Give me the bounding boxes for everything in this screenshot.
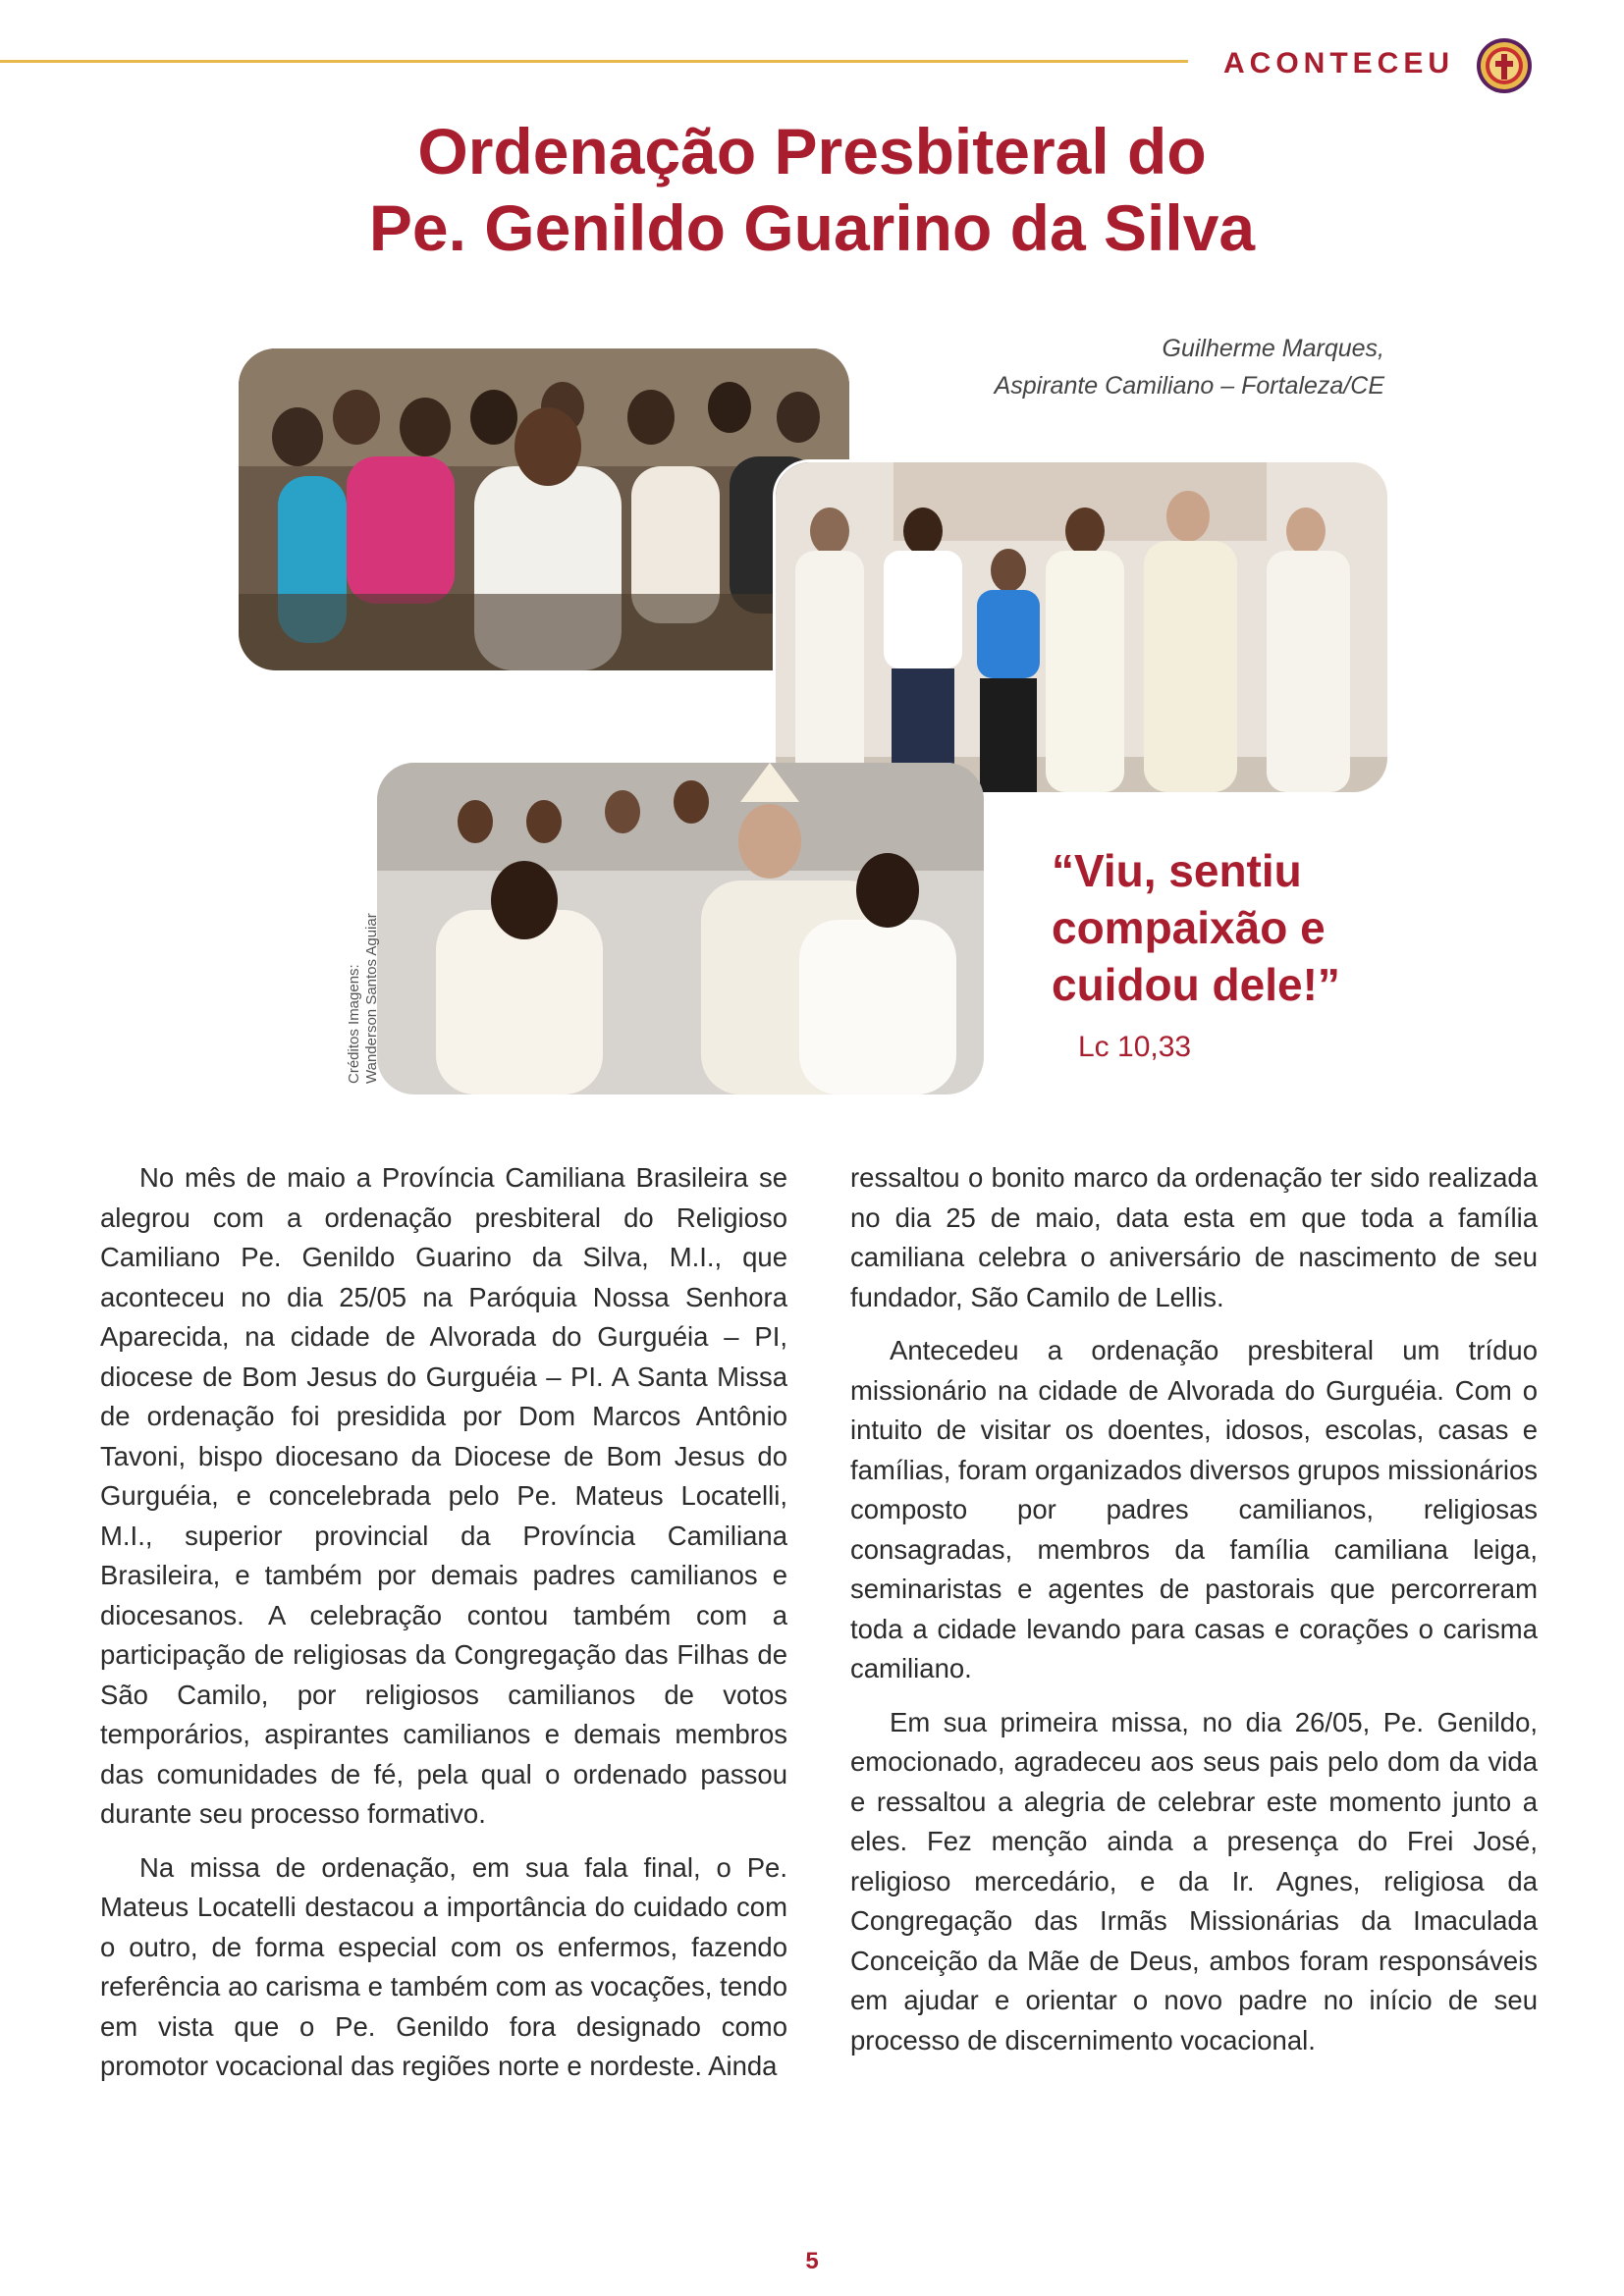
- title-line-1: Ordenação Presbiteral do: [417, 115, 1207, 187]
- pull-quote: “Viu, sentiu compaixão e cuidou dele!”: [1052, 845, 1340, 1010]
- photo-congregation: [239, 348, 849, 670]
- title-line-2: Pe. Genildo Guarino da Silva: [368, 191, 1256, 264]
- photo-altar-group: [773, 459, 1390, 795]
- header-rule: [0, 60, 1188, 63]
- photo-ordination-rite: [377, 763, 984, 1095]
- author-role: Aspirante Camiliano – Fortaleza/CE: [994, 372, 1384, 400]
- author-byline: [995, 330, 1384, 404]
- credits-label: Créditos Imagens:: [346, 964, 362, 1084]
- author-name: Guilherme Marques,: [1162, 335, 1384, 362]
- paragraph: Antecedeu a ordenação presbiteral um tríduo missionário na cidade de Alvorada do Gurguéia. Com o intuito de visitar os doentes, idosos, escolas, casas e famílias, foram organizados diversos grupos missionários composto por padres camilianos, religiosas consagradas, membros da família camiliana leiga, seminaristas e agentes de pastorais que percorreram toda a cidade levando para casas e corações o carisma camiliano.: [850, 1335, 1539, 1683]
- article-title: [196, 113, 1428, 266]
- image-credits: [346, 913, 381, 1084]
- credits-author: Wanderson Santos Aguiar: [363, 913, 380, 1084]
- section-label: ACONTECEU: [1223, 47, 1455, 80]
- quote-reference: Lc 10,33: [1078, 1031, 1192, 1063]
- cross-emblem-icon: [1476, 37, 1533, 94]
- paragraph: No mês de maio a Província Camiliana Brasileira se alegrou com a ordenação presbiteral do Religioso Camiliano Pe. Genildo Guarino da Silva, M.I., que aconteceu no dia 25/05 na Paróquia Nossa Senhora Aparecida, na cidade de Alvorada do Gurguéia – PI, diocese de Bom Jesus do Gurguéia – PI. A Santa Missa de ordenação foi presidida por Dom Marcos Antônio Tavoni, bispo diocesano da Diocese de Bom Jesus do Gurguéia, e concelebrada pelo Pe. Mateus Locatelli, M.I., superior provincial da Província Camiliana Brasileira, e também por demais padres camilianos e diocesanos. A celebração contou também com a participação de religiosas da Congregação das Filhas de São Camilo, por religiosos camilianos de votos temporários, aspirantes camilianos e demais membros das comunidades de fé, pela qual o ordenado passou durante seu processo formativo.: [100, 1162, 787, 1829]
- body-column-right: [850, 1158, 1538, 2074]
- paragraph: ressaltou o bonito marco da ordenação ter sido realizada no dia 25 de maio, data esta em que toda a família camiliana celebra o aniversário de nascimento de seu fundador, São Camilo de Lellis.: [850, 1162, 1538, 1312]
- body-column-left: [100, 1158, 787, 2101]
- paragraph: Na missa de ordenação, em sua fala final, o Pe. Mateus Locatelli destacou a importância do cuidado com o outro, de forma especial com os enfermos, fazendo referência ao carisma e também com as vocações, tendo em vista que o Pe. Genildo fora designado como promotor vocacional das regiões norte e nordeste. Ainda: [100, 1851, 787, 2081]
- page-number: 5: [805, 2248, 819, 2274]
- paragraph: Em sua primeira missa, no dia 26/05, Pe. Genildo, emocionado, agradeceu aos seus pais pelo dom da vida e ressaltou a alegria de celebrar este momento junto a eles. Fez menção ainda a presença do Frei José, religioso mercedário, e da Ir. Agnes, religiosa da Congregação das Irmãs Missionárias da Imaculada Conceição da Mãe de Deus, ambos foram responsáveis em ajudar e orientar o novo padre no início de seu processo de discernimento vocacional.: [850, 1706, 1538, 2056]
